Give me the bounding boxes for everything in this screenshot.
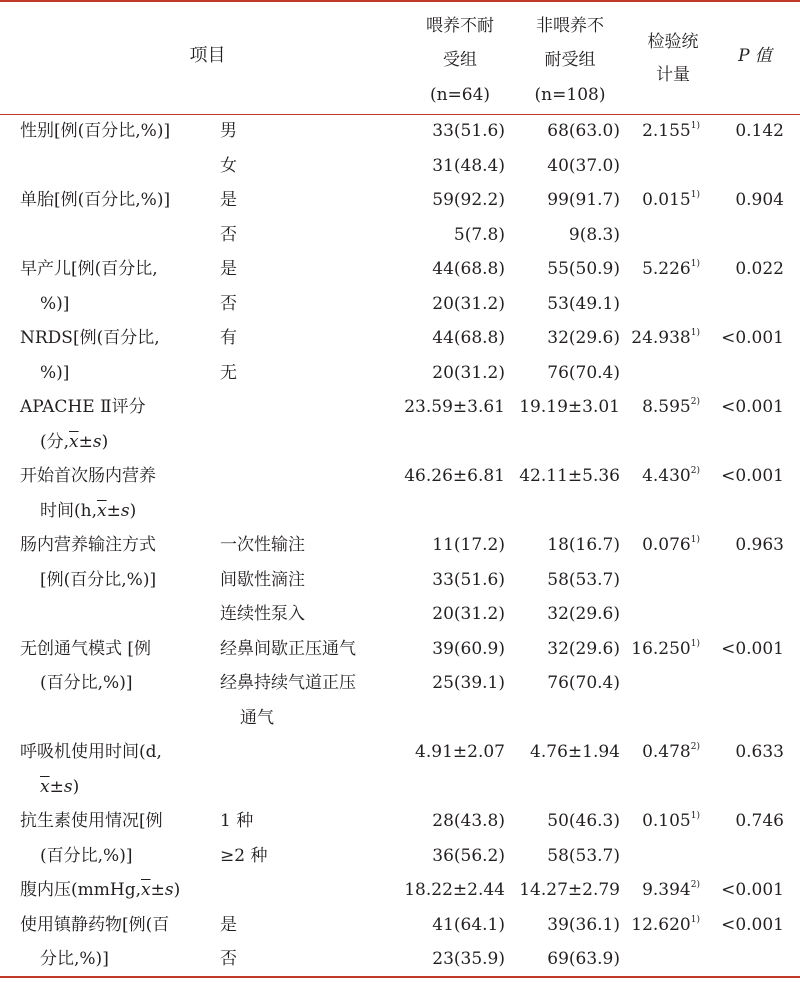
group1-value: 20(31.2) [432, 362, 505, 383]
row-name: NRDS[例(百分比, [20, 328, 160, 348]
group2-value: 58(53.7) [547, 845, 620, 866]
group2-value: 4.76±1.94 [530, 742, 620, 762]
test-statistic: 4.430$^{2)}$ [642, 466, 700, 486]
test-statistic: 5.226$^{1)}$ [642, 259, 700, 279]
group1-value: 5(7.8) [453, 224, 505, 245]
row-sub-label: 男 [220, 121, 237, 141]
top-rule [0, 0, 800, 2]
row-name: 无创通气模式 [例 [20, 638, 152, 659]
statistic-footnote: 1) [690, 190, 700, 201]
row-name: 分比,%)] [40, 949, 109, 969]
row-name: 开始首次肠内营养 [20, 466, 156, 486]
test-statistic: 2.155$^{1)}$ [642, 121, 700, 141]
statistic-footnote: 1) [690, 811, 700, 822]
p-value: 0.963 [735, 535, 784, 555]
group1-value: 59(92.2) [432, 190, 505, 210]
statistic-footnote: 1) [690, 328, 700, 339]
group2-value: 76(70.4) [547, 362, 620, 383]
test-statistic: 16.250$^{1)}$ [631, 638, 700, 659]
statistic-footnote: 1) [690, 535, 700, 546]
group2-value: 42.11±5.36 [519, 466, 620, 486]
p-value: 0.142 [735, 121, 784, 141]
test-statistic: 0.105$^{1)}$ [642, 811, 700, 831]
group1-value: 23.59±3.61 [404, 397, 505, 417]
group1-value: 23(35.9) [432, 949, 505, 969]
group1-value: 18.22±2.44 [404, 880, 505, 900]
p-value: <0.001 [721, 914, 784, 935]
group2-value: 19.19±3.01 [519, 397, 620, 417]
row-sub-label: 经鼻持续气道正压 [220, 673, 356, 693]
header-stat-l2: 计量 [656, 65, 690, 85]
group1-value: 36(56.2) [432, 845, 505, 866]
group1-value: 4.91±2.07 [415, 742, 505, 762]
row-name: 抗生素使用情况[例 [20, 811, 163, 831]
group2-value: 68(63.0) [547, 121, 620, 141]
group1-value: 41(64.1) [432, 914, 505, 935]
p-value: 0.633 [735, 742, 784, 762]
statistic-footnote: 1) [690, 259, 700, 270]
group1-value: 31(48.4) [432, 155, 505, 176]
header-group1-l3: (n=64) [429, 85, 491, 105]
row-sub-label-cont: 通气 [240, 707, 274, 728]
group2-value: 9(8.3) [568, 224, 620, 245]
row-sub-label: 间歇性滴注 [220, 569, 305, 590]
statistic-footnote: 2) [690, 466, 700, 477]
test-statistic: 0.478$^{2)}$ [642, 742, 700, 762]
row-name: (分$,\overline{x}\pm s$) [40, 431, 109, 452]
group2-value: 76(70.4) [547, 673, 620, 693]
group1-value: 25(39.1) [432, 673, 505, 693]
row-sub-label: ≥2 种 [220, 845, 268, 866]
header-group2-l1: 非喂养不 [536, 16, 604, 36]
p-value: 0.746 [735, 811, 784, 831]
group2-value: 32(29.6) [547, 638, 620, 659]
group1-value: 39(60.9) [432, 638, 505, 659]
row-sub-label: 无 [220, 362, 237, 383]
test-statistic: 8.595$^{2)}$ [642, 397, 700, 417]
statistic-footnote: 1) [690, 121, 700, 132]
row-sub-label: 1 种 [220, 811, 254, 831]
group2-value: 32(29.6) [547, 328, 620, 348]
group1-value: 20(31.2) [432, 604, 505, 624]
header-group1-l1: 喂养不耐 [426, 16, 494, 36]
group2-value: 14.27±2.79 [519, 880, 620, 900]
row-sub-label: 有 [220, 328, 237, 348]
group1-value: 28(43.8) [432, 811, 505, 831]
p-value: <0.001 [721, 328, 784, 348]
group1-value: 46.26±6.81 [404, 466, 505, 486]
row-name: 肠内营养输注方式 [20, 535, 156, 555]
test-statistic: 0.076$^{1)}$ [642, 535, 700, 555]
header-group2-l2: 耐受组 [544, 50, 596, 70]
group2-value: 32(29.6) [547, 604, 620, 624]
row-sub-label: 女 [220, 155, 237, 176]
row-sub-label: 否 [220, 949, 237, 969]
header-group1-l2: 受组 [443, 50, 477, 70]
row-sub-label: 是 [220, 259, 237, 279]
statistic-footnote: 1) [690, 638, 700, 649]
header-group2-l3: (n=108) [534, 85, 606, 105]
row-sub-label: 否 [220, 224, 237, 245]
header-p: P 值 [738, 46, 772, 66]
p-value: <0.001 [721, 638, 784, 659]
test-statistic: 24.938$^{1)}$ [631, 328, 700, 348]
test-statistic: 9.394$^{2)}$ [642, 880, 700, 900]
row-name: 呼吸机使用时间(d, [20, 742, 162, 762]
group1-value: 11(17.2) [432, 535, 505, 555]
test-statistic: 0.015$^{1)}$ [642, 190, 700, 210]
statistic-footnote: 2) [690, 880, 700, 891]
group1-value: 20(31.2) [432, 293, 505, 314]
p-value: <0.001 [721, 466, 784, 486]
group2-value: 40(37.0) [547, 155, 620, 176]
group2-value: 39(36.1) [547, 914, 620, 935]
test-statistic: 12.620$^{1)}$ [631, 914, 700, 935]
group2-value: 53(49.1) [547, 293, 620, 314]
group1-value: 44(68.8) [432, 328, 505, 348]
group2-value: 58(53.7) [547, 569, 620, 590]
p-value: <0.001 [721, 397, 784, 417]
row-sub-label: 连续性泵入 [220, 604, 305, 624]
row-name: 时间$(h,\overline{x}\pm s)$ [40, 500, 137, 521]
group1-value: 33(51.6) [432, 121, 505, 141]
row-sub-label: 经鼻间歇正压通气 [220, 638, 356, 659]
row-sub-label: 是 [220, 914, 237, 935]
statistic-footnote: 2) [690, 742, 700, 753]
row-name: (百分比,%)] [40, 845, 133, 866]
row-name: %)] [40, 362, 70, 383]
row-sub-label: 是 [220, 190, 237, 210]
row-sub-label: 一次性输注 [220, 535, 305, 555]
header-item: 项目 [189, 45, 226, 66]
group1-value: 44(68.8) [432, 259, 505, 279]
group2-value: 69(63.9) [547, 949, 620, 969]
header-stat-l1: 检验统 [647, 32, 699, 52]
row-name: (百分比,%)] [40, 673, 133, 693]
group2-value: 50(46.3) [547, 811, 620, 831]
statistic-footnote: 1) [690, 914, 700, 925]
group1-value: 33(51.6) [432, 569, 505, 590]
row-name: %)] [40, 293, 70, 314]
group2-value: 99(91.7) [547, 190, 620, 210]
p-value: 0.904 [735, 190, 784, 210]
p-value: <0.001 [721, 880, 784, 900]
row-name: [例(百分比,%)] [40, 569, 157, 590]
row-name: 性别[例(百分比,%)] [20, 121, 171, 141]
row-name: $\overline{x}\pm s$) [40, 776, 80, 797]
statistic-footnote: 2) [690, 397, 700, 408]
row-name: 使用镇静药物[例(百 [20, 914, 170, 935]
group2-value: 18(16.7) [547, 535, 620, 555]
group2-value: 55(50.9) [547, 259, 620, 279]
row-name: 早产儿[例(百分比, [20, 259, 158, 279]
p-value: 0.022 [735, 259, 784, 279]
row-name: 单胎[例(百分比,%)] [20, 190, 171, 210]
bottom-rule [0, 976, 800, 978]
row-sub-label: 否 [220, 293, 237, 314]
row-name: 腹内压$(mmHg,\overline{x}\pm s)$ [20, 880, 181, 900]
row-name: APACHE Ⅱ评分 [20, 397, 146, 417]
header-rule [0, 114, 800, 115]
